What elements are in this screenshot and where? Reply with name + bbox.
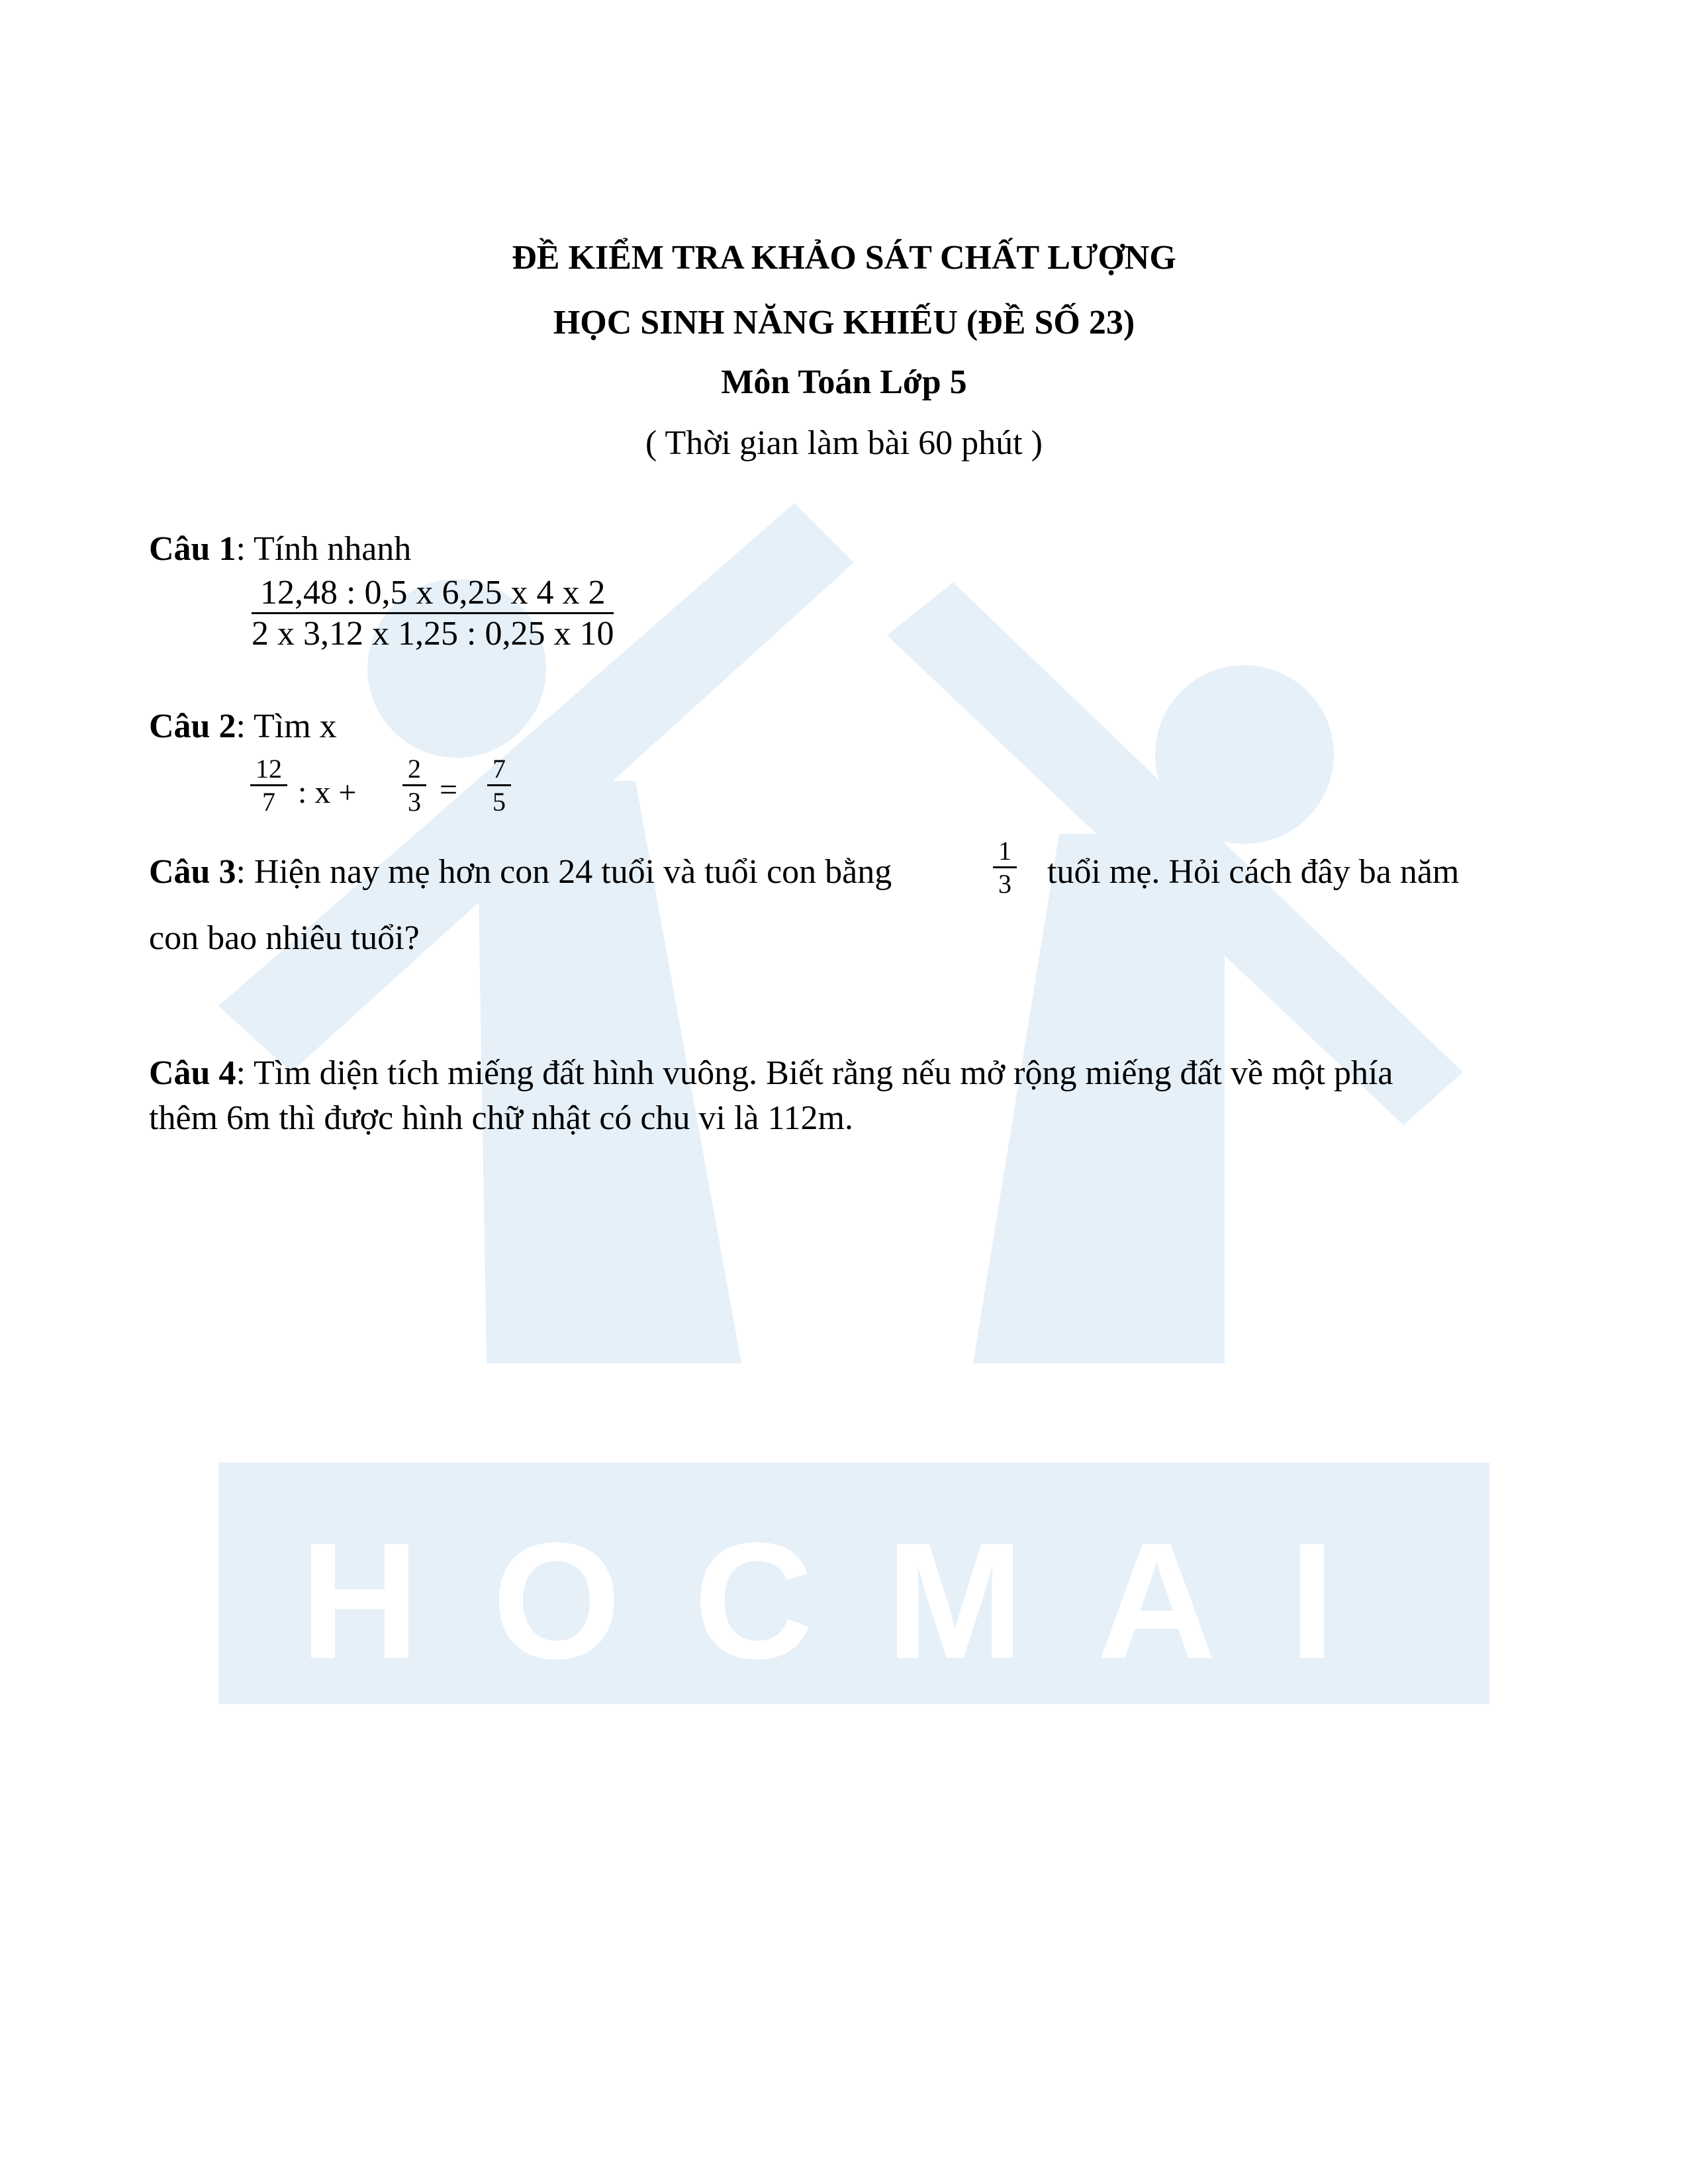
question-3-line-2: con bao nhiêu tuổi?: [149, 919, 420, 957]
fraction-numerator: 2: [408, 754, 421, 784]
fraction-1-3: [993, 835, 1017, 899]
question-4-label: Câu 4: [149, 1054, 236, 1092]
title-line-1: ĐỀ KIỂM TRA KHẢO SÁT CHẤT LƯỢNG: [512, 239, 1176, 277]
question-4-line-2: thêm 6m thì được hình chữ nhật có chu vi là 112m.: [149, 1099, 853, 1137]
fraction-numerator: 7: [492, 754, 506, 784]
question-3-label: Câu 3: [149, 853, 236, 891]
question-1-text: : Tính nhanh: [236, 530, 412, 568]
operator-equals: =: [440, 772, 458, 807]
title-line-2: HỌC SINH NĂNG KHIẾU (ĐỀ SỐ 23): [553, 304, 1135, 341]
fraction-denominator: 5: [492, 787, 506, 817]
question-4: [149, 1054, 1393, 1093]
question-4-text: : Tìm diện tích miếng đất hình vuông. Biết rằng nếu mở rộng miếng đất về một phía: [236, 1054, 1393, 1092]
fraction-denominator: 7: [262, 787, 275, 817]
fraction-12-7: [250, 753, 287, 817]
fraction-denominator: 3: [408, 787, 421, 817]
question-2-text: : Tìm x: [236, 707, 337, 745]
question-1-fraction: [252, 573, 614, 653]
fraction-numerator: 12: [256, 754, 282, 784]
question-1-label: Câu 1: [149, 530, 236, 568]
fraction-numerator: 1: [998, 836, 1011, 866]
question-2: [149, 707, 337, 746]
question-2-label: Câu 2: [149, 707, 236, 745]
question-3-text-before: : Hiện nay mẹ hơn con 24 tuổi và tuổi con bằng: [236, 853, 892, 891]
watermark-text: HOCMAI: [300, 1508, 1408, 1693]
question-1-denominator: 2 x 3,12 x 1,25 : 0,25 x 10: [252, 615, 614, 653]
question-3-text-after: tuổi mẹ. Hỏi cách đây ba năm: [1047, 853, 1460, 891]
duration-line: ( Thời gian làm bài 60 phút ): [645, 424, 1043, 462]
fraction-2-3: [402, 753, 426, 817]
question-1-numerator: 12,48 : 0,5 x 6,25 x 4 x 2: [252, 573, 614, 614]
fraction-denominator: 3: [998, 869, 1011, 899]
question-1: [149, 529, 411, 569]
operator-div-plus: : x +: [298, 775, 357, 810]
fraction-7-5: [487, 753, 511, 817]
question-3: [149, 852, 892, 891]
subject-line: Môn Toán Lớp 5: [721, 363, 967, 401]
